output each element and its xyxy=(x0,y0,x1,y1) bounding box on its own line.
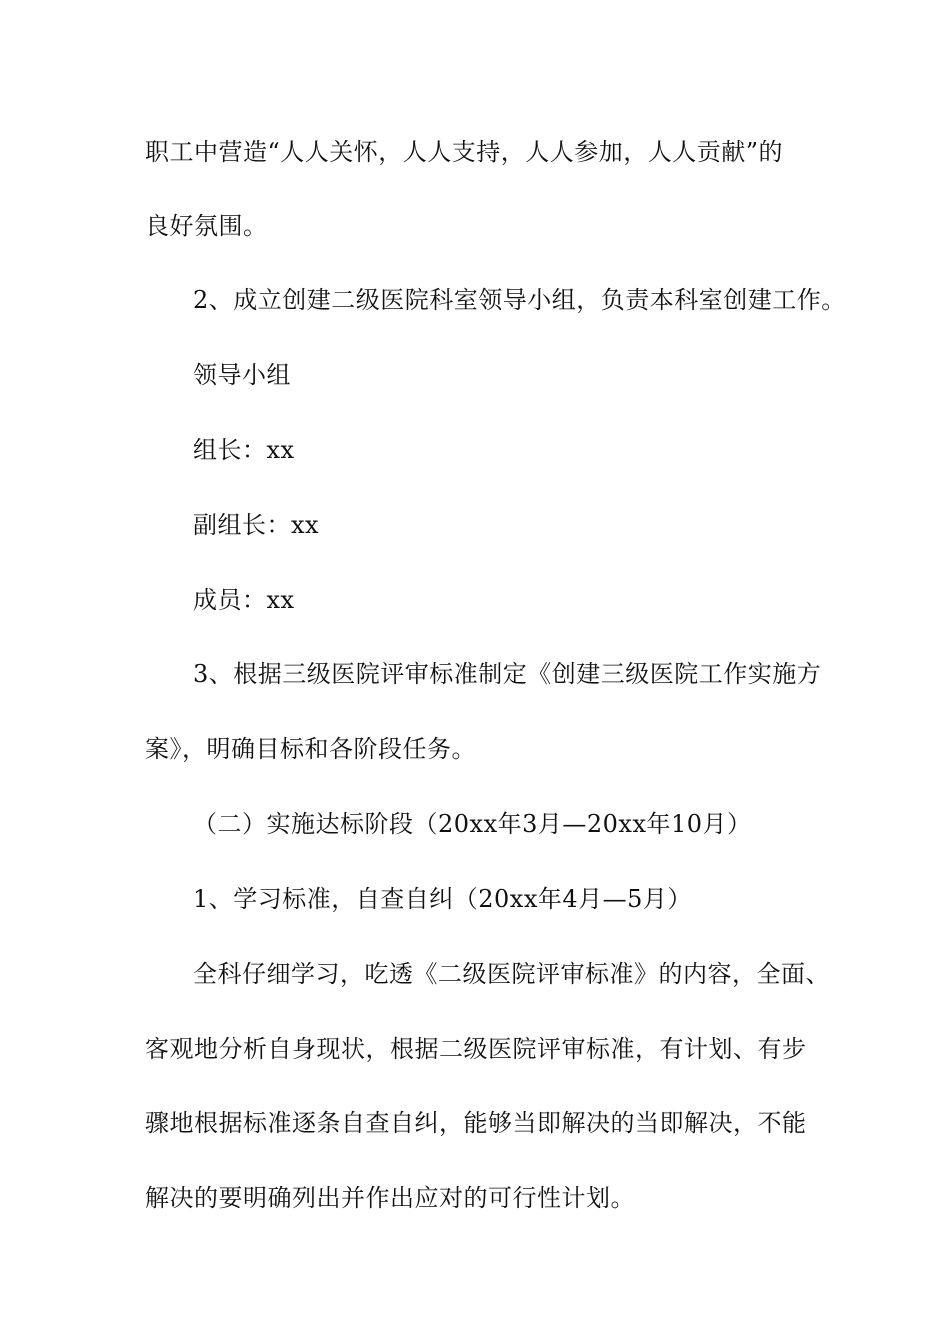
paragraph-line: 良好氛围。 xyxy=(145,212,268,240)
paragraph-line: 解决的要明确列出并作出应对的可行性计划。 xyxy=(145,1184,635,1212)
paragraph-line: 2、成立创建二级医院科室领导小组，负责本科室创建工作。 xyxy=(193,286,846,314)
paragraph-line: 骤地根据标准逐条自查自纠，能够当即解决的当即解决，不能 xyxy=(145,1109,807,1137)
section-heading: 领导小组 xyxy=(193,361,291,389)
paragraph-line: 全科仔细学习，吃透《二级医院评审标准》的内容，全面、 xyxy=(193,960,830,988)
members-line: 成员：xx xyxy=(193,586,295,614)
paragraph-line: 客观地分析自身现状，根据二级医院评审标准，有计划、有步 xyxy=(145,1035,807,1063)
paragraph-line: 职工中营造“人人关怀，人人支持，人人参加，人人贡献”的 xyxy=(145,138,784,166)
subsection-heading: 1、学习标准，自查自纠（20xx年4月—5月） xyxy=(193,885,692,913)
paragraph-line: 3、根据三级医院评审标准制定《创建三级医院工作实施方 xyxy=(193,660,822,688)
paragraph-line: 案》，明确目标和各阶段任务。 xyxy=(145,735,476,763)
section-heading: （二）实施达标阶段（20xx年3月—20xx年10月） xyxy=(193,810,752,838)
team-leader-line: 组长：xx xyxy=(193,436,295,464)
deputy-leader-line: 副组长：xx xyxy=(193,511,320,539)
